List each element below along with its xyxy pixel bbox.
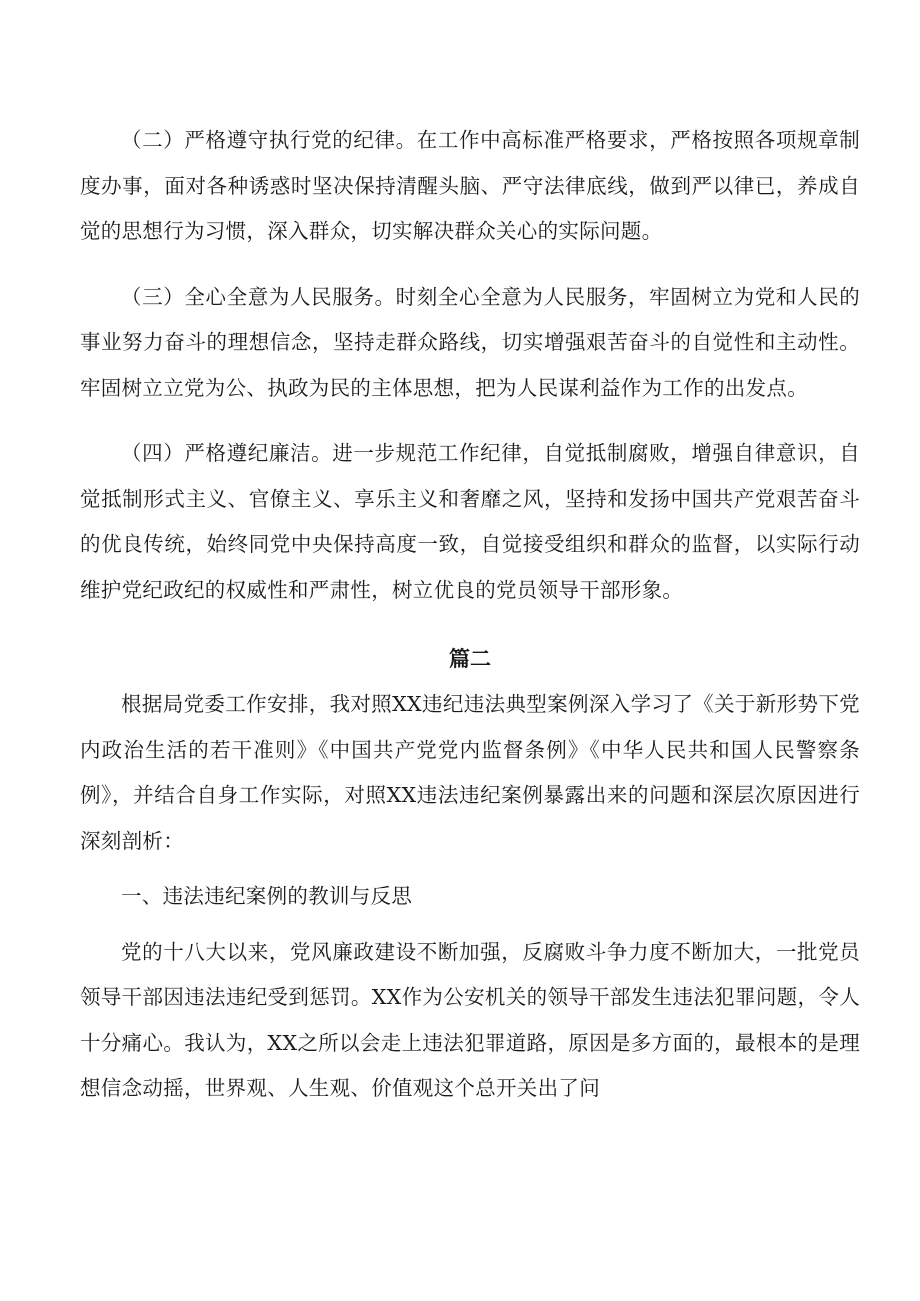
- document-page: [80, 118, 860, 1112]
- section-heading: 篇二: [449, 647, 491, 671]
- paragraph-analysis: 党的十八大以来，党风廉政建设不断加强，反腐败斗争力度不断加大，一批党员领导干部因违法违纪受到惩罚。XX作为公安机关的领导干部发生违法犯罪问题，令人十分痛心。我认为，XX之所以会走上违法犯罪道路，原因是多方面的，最根本的是理想信念动摇，世界观、人生观、价值观这个总开关出了问: [80, 939, 860, 1100]
- section-gap: [80, 613, 860, 637]
- paragraph-serve-people: （三）全心全意为人民服务。时刻全心全意为人民服务，牢固树立为党和人民的事业努力奋斗的理想信念，坚持走群众路线，切实增强艰苦奋斗的自觉性和主动性。牢固树立立党为公、执政为民的主体思想，把为人民谋利益作为工作的出发点。: [80, 284, 860, 400]
- paragraph-intro: 根据局党委工作安排，我对照XX违纪违法典型案例深入学习了《关于新形势下党内政治生活的若干准则》《中国共产党党内监督条例》《中华人民共和国人民警察条例》，并结合自身工作实际，对照XX违法违纪案例暴露出来的问题和深层次原因进行深刻剖析：: [80, 692, 860, 853]
- paragraph-discipline: （二）严格遵守执行党的纪律。在工作中高标准严格要求，严格按照各项规章制度办事，面对各种诱惑时坚决保持清醒头脑、严守法律底线，做到严以律已，养成自觉的思想行为习惯，深入群众，切实解决群众关心的实际问题。: [80, 128, 860, 243]
- subheading-lessons: 一、违法违纪案例的教训与反思: [121, 884, 413, 908]
- paragraph-gap: [80, 411, 860, 431]
- paragraph-gap: [80, 255, 860, 275]
- paragraph-integrity: （四）严格遵纪廉洁。进一步规范工作纪律，自觉抵制腐败，增强自律意识，自觉抵制形式主义、官僚主义、享乐主义和奢靡之风，坚持和发扬中国共产党艰苦奋斗的优良传统，始终同党中央保持高度一致，自觉接受组织和群众的监督，以实际行动维护党纪政纪的权威性和严肃性，树立优良的党员领导干部形象。: [80, 441, 860, 602]
